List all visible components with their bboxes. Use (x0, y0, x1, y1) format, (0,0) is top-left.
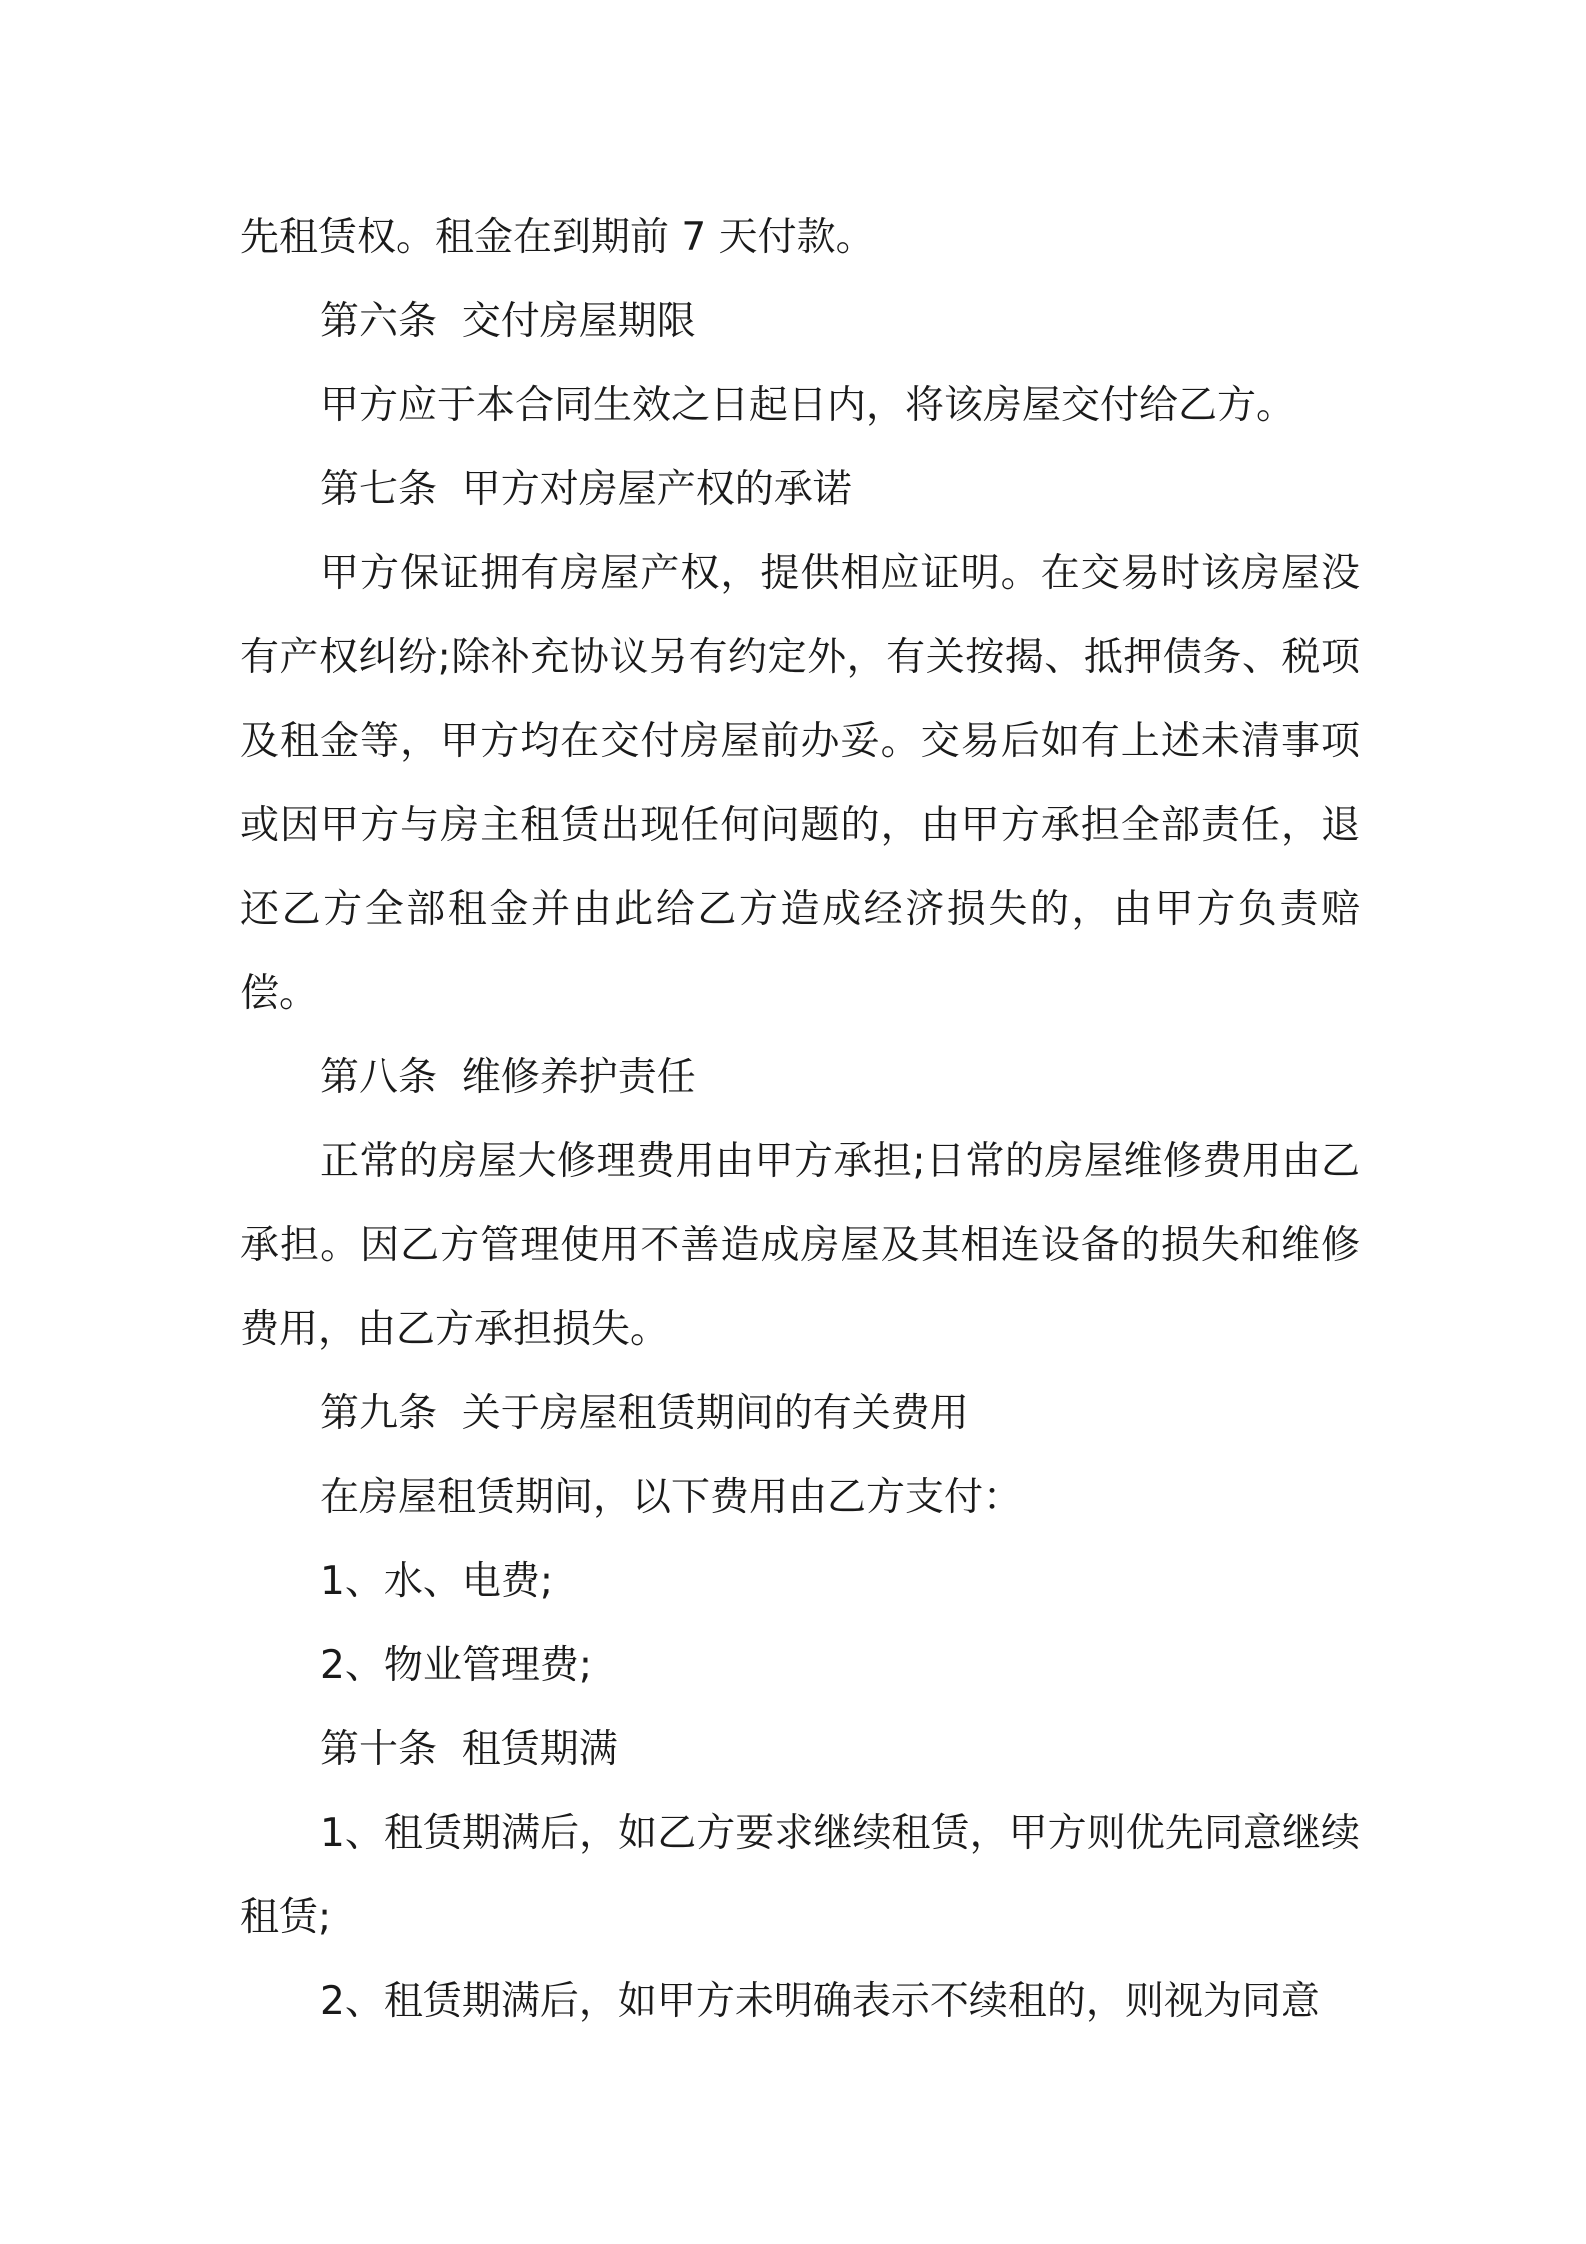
paragraph-continuation: 先租赁权。租金在到期前 7 天付款。 (240, 215, 875, 260)
article-9-body: 在房屋租赁期间，以下费用由乙方支付： (320, 1475, 1023, 1520)
article-9-heading: 第九条 关于房屋租赁期间的有关费用 (320, 1391, 969, 1436)
article-7-heading: 第七条 甲方对房屋产权的承诺 (320, 467, 852, 512)
article-6-body: 甲方应于本合同生效之日起日内，将该房屋交付给乙方。 (320, 383, 1296, 428)
document-body (240, 196, 1360, 2044)
article-10-heading: 第十条 租赁期满 (320, 1727, 618, 1772)
article-10-list-item: 2、租赁期满后，如甲方未明确表示不续租的，则视为同意 (320, 1979, 1320, 2024)
article-8-body: 正常的房屋大修理费用由甲方承担;日常的房屋维修费用由乙承担。因乙方管理使用不善造成房屋及其相连设备的损失和维修费用，由乙方承担损失。 (240, 1139, 1360, 1352)
article-10-list-item: 1、租赁期满后，如乙方要求继续租赁，甲方则优先同意继续租赁; (240, 1811, 1360, 1940)
article-7-body: 甲方保证拥有房屋产权，提供相应证明。在交易时该房屋没有产权纠纷;除补充协议另有约定外，有关按揭、抵押债务、税项及租金等，甲方均在交付房屋前办妥。交易后如有上述未清事项或因甲方与房主租赁出现任何问题的，由甲方承担全部责任，退还乙方全部租金并由此给乙方造成经济损失的，由甲方负责赔偿。 (240, 551, 1360, 1016)
article-9-list-item: 1、水、电费; (320, 1559, 553, 1604)
article-9-list-item: 2、物业管理费; (320, 1643, 592, 1688)
article-6-heading: 第六条 交付房屋期限 (320, 299, 696, 344)
article-8-heading: 第八条 维修养护责任 (320, 1055, 696, 1100)
